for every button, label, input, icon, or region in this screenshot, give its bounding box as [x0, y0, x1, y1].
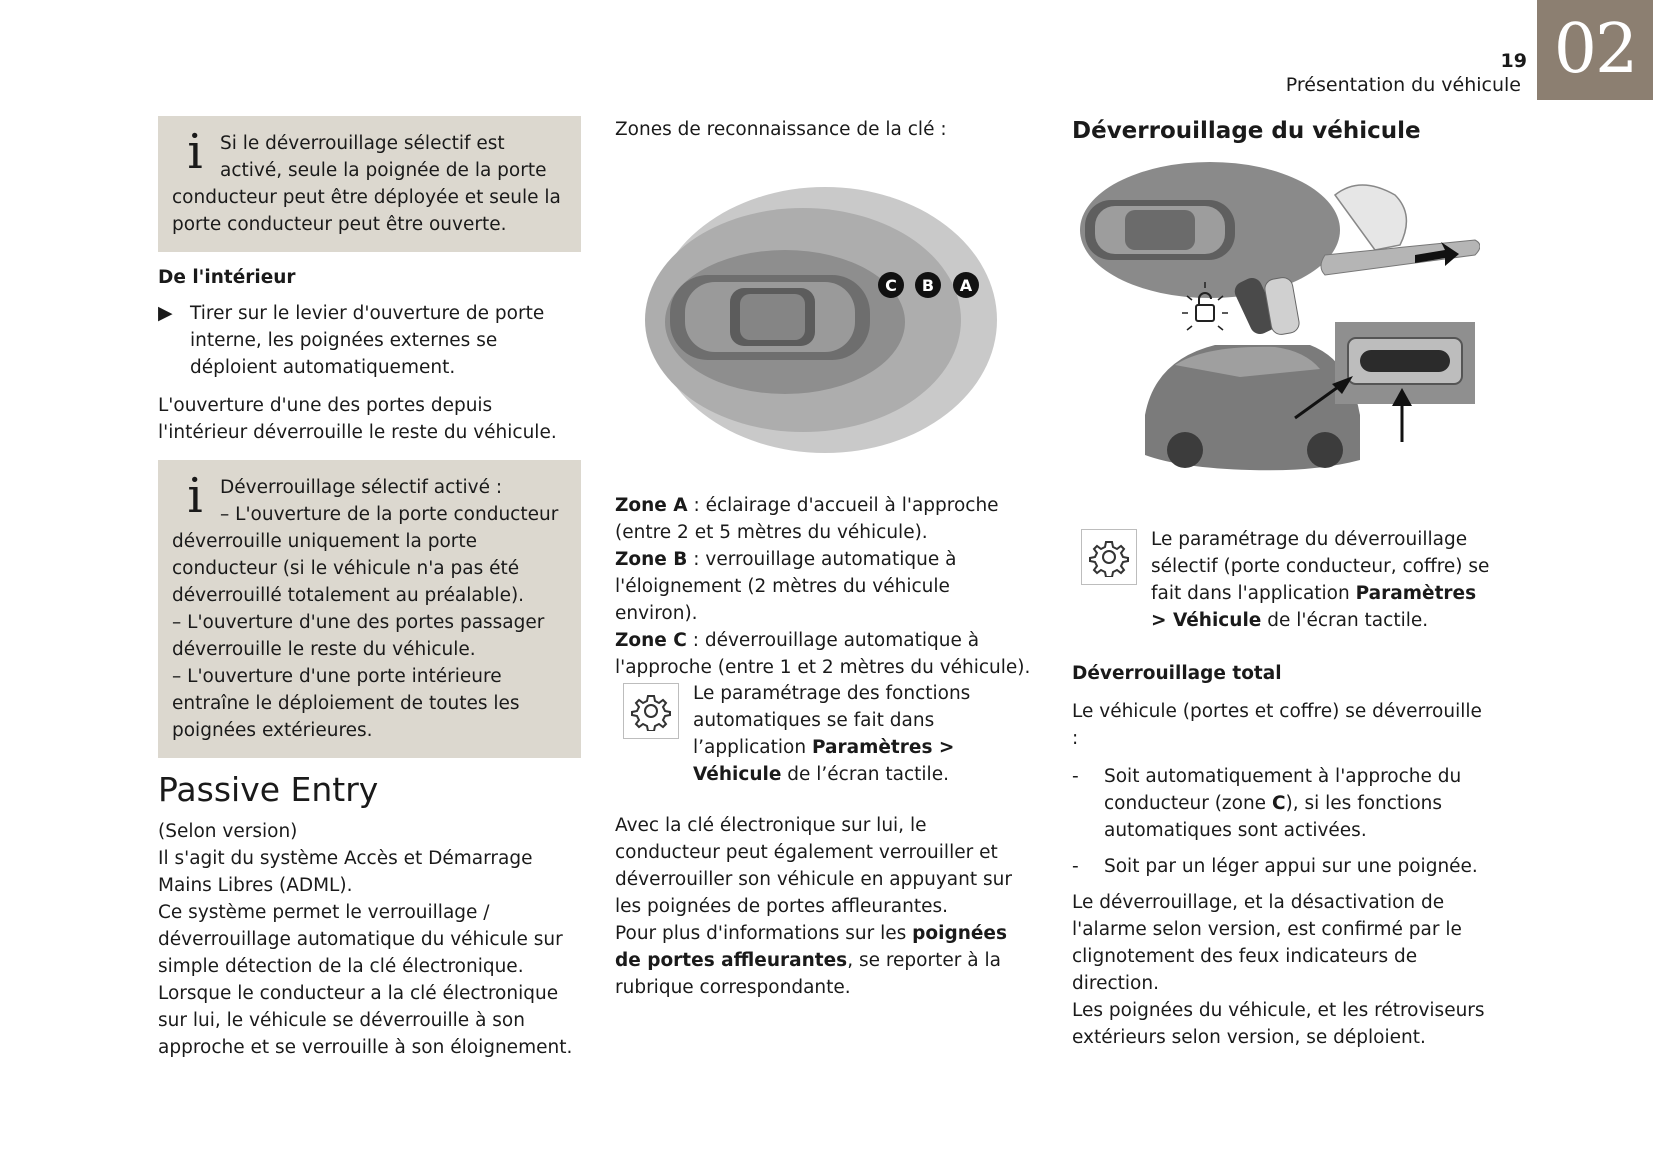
passive-entry-section: [158, 770, 583, 1061]
key-paragraph: Avec la clé électronique sur lui, le conducteur peut également verrouiller et déverrouiller son véhicule en appuyant sur les poignées de portes affleurantes.: [615, 815, 1012, 917]
zone-badge-c: [878, 272, 904, 298]
list-item-text: Soit automatiquement à l'approche du conducteur (zone C), si les fonctions automatiques sont activées.: [1104, 766, 1462, 841]
zone-item: [615, 492, 1035, 546]
zone-item: [615, 627, 1035, 681]
passive-line: Lorsque le conducteur a la clé électronique sur lui, le véhicule se déverrouille à son approche et se verrouille à son éloignement.: [158, 983, 573, 1058]
zone-badge-label: B: [921, 276, 935, 295]
zone-badge-label: A: [959, 276, 973, 295]
settings-gear-icon: [623, 683, 679, 739]
info-icon: i: [187, 468, 203, 524]
chapter-number: 02: [1553, 10, 1637, 89]
car-top-view-image: [670, 275, 870, 360]
note-path: Paramètres > Véhicule: [1151, 583, 1477, 631]
info-line: – L'ouverture d'une porte intérieure entraîne le déploiement de toutes les poignées extérieures.: [172, 666, 520, 741]
more-info-paragraph: [615, 920, 1035, 1001]
interior-paragraph: L'ouverture d'une des portes depuis l'intérieur déverrouille le reste du véhicule.: [158, 395, 557, 443]
chapter-tab: [1537, 0, 1653, 100]
zone-text: : verrouillage automatique à l'éloignement (2 mètres du véhicule environ).: [615, 549, 957, 624]
electronic-key-image: [1231, 275, 1300, 338]
car-top-view-image: [1085, 200, 1235, 260]
passive-line: (Selon version): [158, 821, 298, 842]
left-column: [158, 264, 583, 446]
confirm-paragraph: Le déverrouillage, et la désactivation de l'alarme selon version, est confirmé par le clignotement des feux indicateurs de direction.: [1072, 892, 1462, 994]
list-item: - Soit automatiquement à l'approche du conducteur (zone C), si les fonctions automatiques sont activées.: [1072, 763, 1492, 844]
zone-badge-a: [953, 272, 979, 298]
play-arrow-icon: ▶: [158, 302, 173, 324]
note-text-end: de l'écran tactile.: [1261, 610, 1429, 631]
interior-step: [158, 300, 583, 381]
list-item-text: Soit par un léger appui sur une poignée.: [1104, 856, 1478, 877]
more-link-text: poignées de portes affleurantes: [615, 923, 1007, 971]
zone-label: Zone A: [615, 495, 688, 516]
info-box-text: Si le déverrouillage sélectif est activé, seule la poignée de la porte conducteur peut être déployée et seule la porte conducteur peut être ouverte.: [172, 133, 561, 235]
info-box-selective-details: [158, 460, 581, 758]
zone-label: Zone C: [615, 630, 687, 651]
total-intro: Le véhicule (portes et coffre) se déverrouille :: [1072, 701, 1482, 749]
note-path: Paramètres > Véhicule: [693, 737, 955, 785]
selective-settings-note: [1151, 526, 1491, 634]
info-line: – L'ouverture de la porte conducteur déverrouille uniquement la porte conducteur (si le véhicule n'a pas été déverrouillé totalement au préalable).: [172, 504, 559, 606]
total-unlocking-heading: Déverrouillage total: [1072, 663, 1282, 684]
unlocking-title: Déverrouillage du véhicule: [1072, 118, 1421, 144]
key-zones-diagram: [645, 180, 1005, 460]
passive-line: Ce système permet le verrouillage / déverrouillage automatique du véhicule sur simple détection de la clé électronique.: [158, 902, 563, 977]
info-box-selective: [158, 116, 581, 252]
unlocking-illustration: [1080, 160, 1480, 495]
zone-badge-label: C: [885, 276, 897, 295]
interior-heading: De l'intérieur: [158, 267, 296, 288]
more-text: Pour plus d'informations sur les: [615, 923, 913, 944]
middle-bottom-text: [615, 812, 1035, 1001]
zone-text: : éclairage d'accueil à l'approche (entre 2 et 5 mètres du véhicule).: [615, 495, 999, 543]
info-line: – L'ouverture d'une des portes passager déverrouille le reste du véhicule.: [172, 612, 545, 660]
hand-pressing-handle-image: [1321, 185, 1480, 275]
zones-intro: Zones de reconnaissance de la clé :: [615, 119, 947, 140]
settings-gear-icon: [1081, 529, 1137, 585]
note-text: Le paramétrage du déverrouillage sélectif (porte conducteur, coffre) se fait dans l'application: [1151, 529, 1490, 604]
section-title: Présentation du véhicule: [1285, 74, 1521, 96]
note-text: Le paramétrage des fonctions automatiques se fait dans l’application: [693, 683, 971, 758]
more-text-end: , se reporter à la rubrique correspondante.: [615, 950, 1001, 998]
auto-settings-note: [693, 680, 1038, 788]
passive-line: Il s'agit du système Accès et Démarrage Mains Libres (ADML).: [158, 848, 533, 896]
deploy-paragraph: Les poignées du véhicule, et les rétroviseurs extérieurs selon version, se déploient.: [1072, 1000, 1485, 1048]
info-icon: i: [187, 124, 203, 180]
page-number: 19: [1500, 50, 1527, 72]
zones-list: [615, 492, 1035, 681]
info-line: Déverrouillage sélectif activé :: [220, 477, 503, 498]
interior-step-text: Tirer sur le levier d'ouverture de porte interne, les poignées externes se déploient automatiquement.: [190, 303, 545, 378]
total-unlocking-section: [1072, 660, 1492, 1051]
zone-text: : déverrouillage automatique à l'approche (entre 1 et 2 mètres du véhicule).: [615, 630, 1031, 678]
note-text-end: de l’écran tactile.: [781, 764, 949, 785]
passive-entry-title: Passive Entry: [158, 770, 379, 809]
zone-item: [615, 546, 1035, 627]
zone-badge-b: [915, 272, 941, 298]
zone-label: Zone B: [615, 549, 688, 570]
list-item: - Soit par un léger appui sur une poignée.: [1072, 853, 1492, 880]
car-rear-view-image: [1145, 345, 1360, 470]
